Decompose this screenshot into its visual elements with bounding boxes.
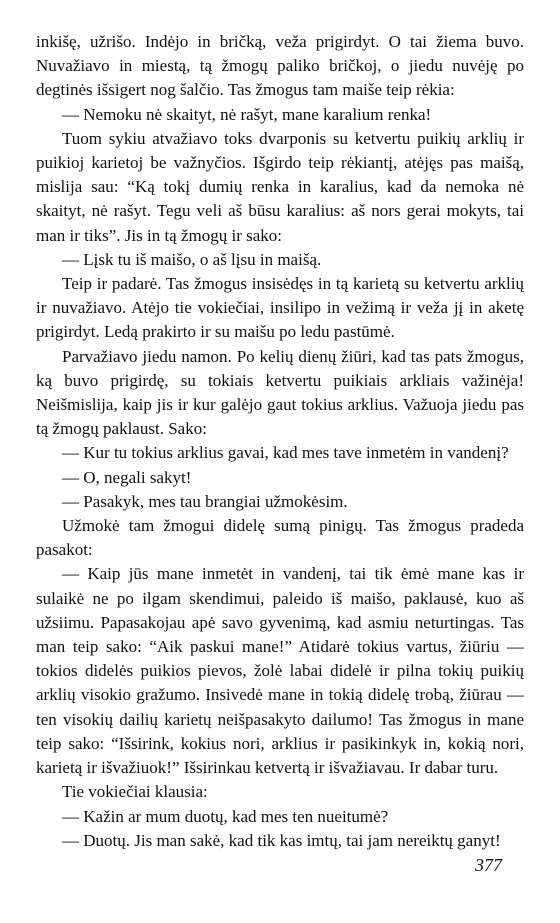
paragraph: — Lįsk tu iš maišo, o aš lįsu in maišą. [62, 249, 322, 269]
page-text [36, 30, 524, 853]
paragraph: Parvažiavo jiedu namon. Po kelių dienų žiūri, kad tas pats žmogus, ką buvo prigirdę, su tokiais ketvertu puikiais arkliais važinėja! Neišmislija, kaip jis ir kur galėjo gaut tokius arklius. Važuoja jiedu pas tą žmogų paklaust. Sako: [36, 346, 524, 439]
paragraph: Užmokė tam žmogui didelę sumą pinigų. Tas žmogus pradeda pasakot: [36, 516, 524, 560]
paragraph: Teip ir padarė. Tas žmogus insisėdęs in tą karietą su ketvertu arklių ir nuvažiavo. Atėjo tie vokiečiai, insilipo in vežimą ir veža jį in aketę prigirdyt. Ledą prakirto ir su maišu po ledu pastūmė. [36, 274, 524, 342]
paragraph: — Kaip jūs mane inmetėt in vandenį, tai tik ėmė mane kas ir sulaikė ne po ilgam skendimui, paleido iš maišo, paklausė, kuo aš užsiimu. Papasakojau apė savo gyvenimą, kad asmiu neturtingas. Tas man teip sako: “Aik paskui mane!” Atidarė tokius vartus, žiūriu — tokios didelės puikios pievos, žolė labai didelė ir pilna tokių puikių arklių visokio gražumo. Insivedė mane in tokią didelę trobą, žiūrau — ten visokių dailių karietų neišpasakyto dailumo! Tas žmogus in mane teip sako: “Išsirink, kokius nori, arklius ir pasikinkyk in, kokią nori, karietą ir išvažiuok!” Išsirinkau ketvertą ir išvažiavau. Ir dabar turu. [36, 564, 524, 778]
page-number: 377 [475, 855, 502, 875]
paragraph: Tie vokiečiai klausia: [62, 782, 208, 802]
paragraph: — Duotų. Jis man sakė, kad tik kas imtų, tai jam nereiktų ganyt! [62, 830, 501, 850]
paragraph: Tuom sykiu atvažiavo toks dvarponis su ketvertu puikių arklių ir puikioj karietoj be važnyčios. Išgirdo teip rėkiantį, atėjęs pas maišą, mislija sau: “Ką tokį dumių renka in karalius, kad da nemoka nė skaityt, nė rašyt. Tegu veli aš būsu karalius: aš nors gerai mokyts, tai man ir tiks”. Jis in tą žmogų ir sako: [36, 128, 524, 245]
paragraph: — Nemoku nė skaityt, nė rašyt, mane karalium renka! [62, 104, 432, 124]
paragraph: — Kur tu tokius arklius gavai, kad mes tave inmetėm in vandenį? [62, 443, 509, 463]
paragraph: — Pasakyk, mes tau brangiai užmokėsim. [62, 491, 348, 511]
paragraph: inkišę, užrišo. Indėjo in bričką, veža prigirdyt. O tai žiema buvo. Nuvažiavo in miestą, tą žmogų paliko bričkoj, o jiedu nuvėję po degtinės išsigert nog šalčio. Tas žmogus tam maiše teip rėkia: [36, 32, 524, 100]
paragraph: — O, negali sakyt! [62, 467, 192, 487]
paragraph: — Kažin ar mum duotų, kad mes ten nueitumė? [62, 806, 389, 826]
